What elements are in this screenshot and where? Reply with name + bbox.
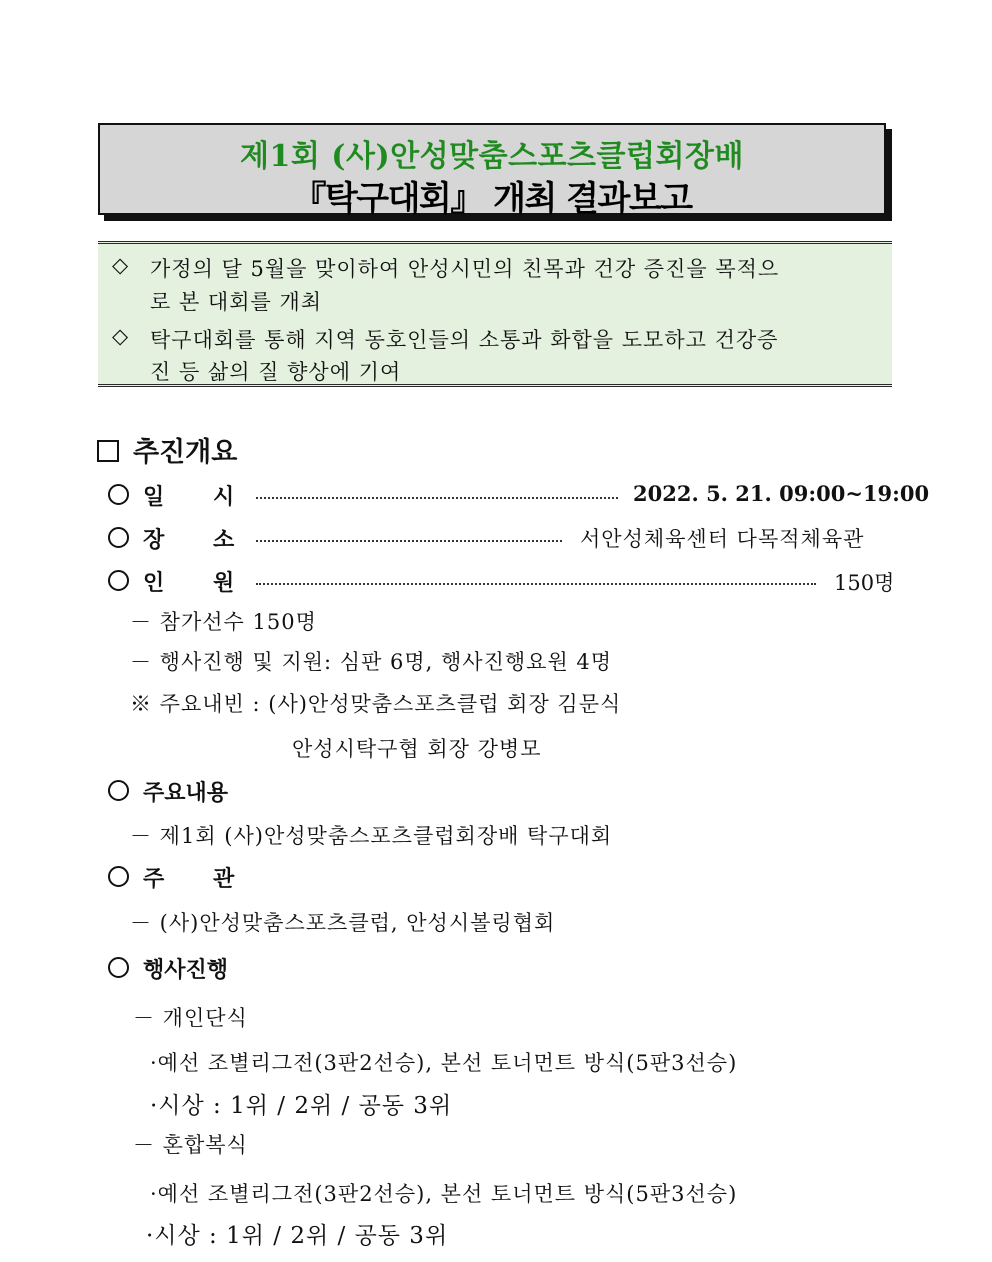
leader-dots <box>256 497 618 499</box>
place-label-b: 소 <box>213 527 235 553</box>
guests-line-1: ※ 주요내빈 : (사)안성맞춤스포츠클럽 회장 김문식 <box>130 692 622 716</box>
mixed-title: － 혼합복식 <box>133 1133 248 1157</box>
date-label-b: 시 <box>213 484 235 510</box>
title-box <box>98 123 886 219</box>
diamond-bullet-icon: ◇ <box>112 253 129 277</box>
people-value: 150명 <box>834 571 895 595</box>
summary-item-2-line-2: 진 등 삶의 질 향상에 기여 <box>150 360 402 384</box>
singles-title: － 개인단식 <box>133 1006 248 1030</box>
host-detail: － (사)안성맞춤스포츠클럽, 안성시볼링협회 <box>130 911 556 935</box>
place-value: 서안성체육센터 다목적체육관 <box>580 527 865 551</box>
mixed-format: ·예선 조별리그전(3판2선승), 본선 토너먼트 방식(5판3선승) <box>150 1182 738 1206</box>
circle-bullet-icon <box>108 570 129 591</box>
leader-dots <box>256 583 816 585</box>
summary-box <box>98 241 892 387</box>
people-detail-players: － 참가선수 150명 <box>130 610 317 634</box>
people-label-b: 원 <box>213 570 235 596</box>
section-heading <box>97 430 237 469</box>
host-label-b: 관 <box>213 866 235 892</box>
place-label-a: 장 <box>143 527 165 553</box>
guests-line-2: 안성시탁구협 회장 강병모 <box>292 737 542 761</box>
date-value: 2022. 5. 21. 09:00~19:00 <box>633 481 930 506</box>
diamond-bullet-icon: ◇ <box>112 324 129 348</box>
singles-format: ·예선 조별리그전(3판2선승), 본선 토너먼트 방식(5판3선승) <box>150 1051 738 1075</box>
summary-item-1-line-2: 로 본 대회를 개최 <box>150 290 323 314</box>
people-detail-staff: － 행사진행 및 지원: 심판 6명, 행사진행요원 4명 <box>130 650 613 674</box>
people-label-a: 인 <box>143 570 165 596</box>
host-label-a: 주 <box>143 866 165 892</box>
circle-bullet-icon <box>108 527 129 548</box>
singles-awards: ·시상 : 1위 / 2위 / 공동 3위 <box>150 1093 453 1119</box>
content-label: 주요내용 <box>143 780 229 806</box>
title-line-1: 제1회 (사)안성맞춤스포츠클럽회장배 <box>240 139 744 174</box>
progress-label: 행사진행 <box>143 957 229 983</box>
section-heading-text: 추진개요 <box>133 437 238 468</box>
summary-item-2-line-1: 탁구대회를 통해 지역 동호인들의 소통과 화합을 도모하고 건강증 <box>150 328 779 352</box>
leader-dots <box>256 540 562 542</box>
circle-bullet-icon <box>108 866 129 887</box>
checkbox-square-icon <box>97 440 119 462</box>
date-label-a: 일 <box>143 484 165 510</box>
circle-bullet-icon <box>108 484 129 505</box>
summary-item-1-line-1: 가정의 달 5월을 맞이하여 안성시민의 친목과 건강 증진을 목적으 <box>150 257 780 281</box>
content-detail: － 제1회 (사)안성맞춤스포츠클럽회장배 탁구대회 <box>130 824 613 848</box>
mixed-awards: ·시상 : 1위 / 2위 / 공동 3위 <box>146 1223 449 1249</box>
circle-bullet-icon <box>108 957 129 978</box>
circle-bullet-icon <box>108 780 129 801</box>
title-line-2: 『탁구대회』 개최 결과보고 <box>292 179 692 219</box>
